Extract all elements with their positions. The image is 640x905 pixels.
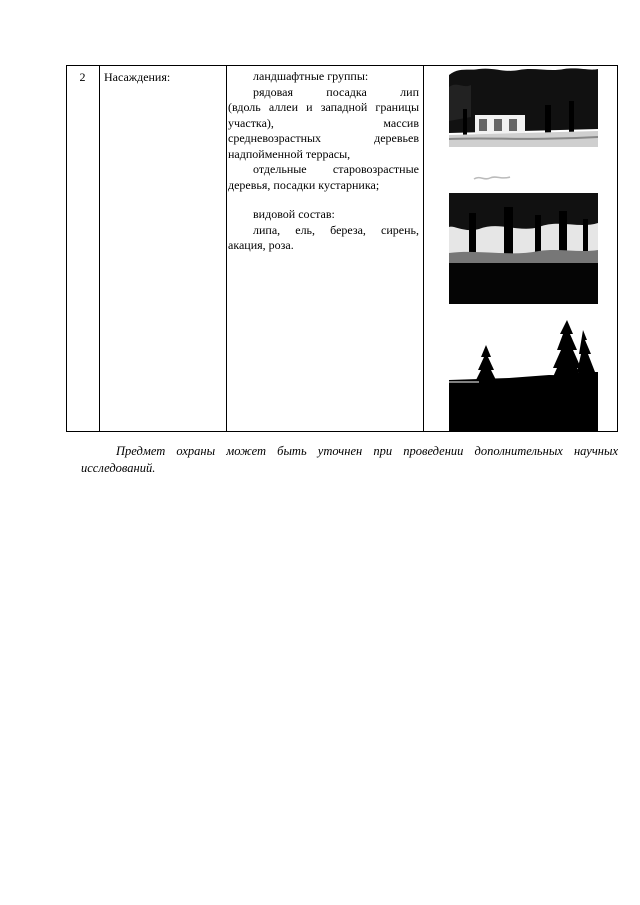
column-divider [423,65,424,432]
description-line: деревья, посадки кустарника; [228,177,380,192]
park-trees-photo [449,193,598,304]
description-line: ландшафтные группы: [253,69,369,83]
row-description [228,69,419,254]
description-line: надпойменной террасы, [228,146,351,161]
description-line: липа, ель, береза, сирень, [253,222,419,237]
monument-table [66,65,618,432]
description-line: видовой состав: [253,207,335,221]
description-line: (вдоль аллеи и западной границы [228,100,419,114]
faint-scan-mark [472,170,512,180]
description-gap [228,193,419,207]
description-line: отдельные старовозрастные [253,162,419,176]
protection-note: Предмет охраны может быть уточнен при проведении дополнительных научных исследований. [81,444,618,475]
spruce-trees-photo [449,320,598,432]
description-line: рядовая посадка лип [253,84,419,99]
table-left-border [66,65,67,432]
table-top-border [66,65,618,66]
description-line: участка), массив [228,115,419,130]
row-name: Насаждения: [104,70,171,84]
row-number: 2 [79,70,86,84]
column-divider [226,65,227,432]
column-divider [99,65,100,432]
description-line: средневозрастных деревьев [228,131,419,145]
description-line: акация, роза. [228,238,294,252]
table-right-border [617,65,618,432]
alley-trees-photo [449,67,598,147]
